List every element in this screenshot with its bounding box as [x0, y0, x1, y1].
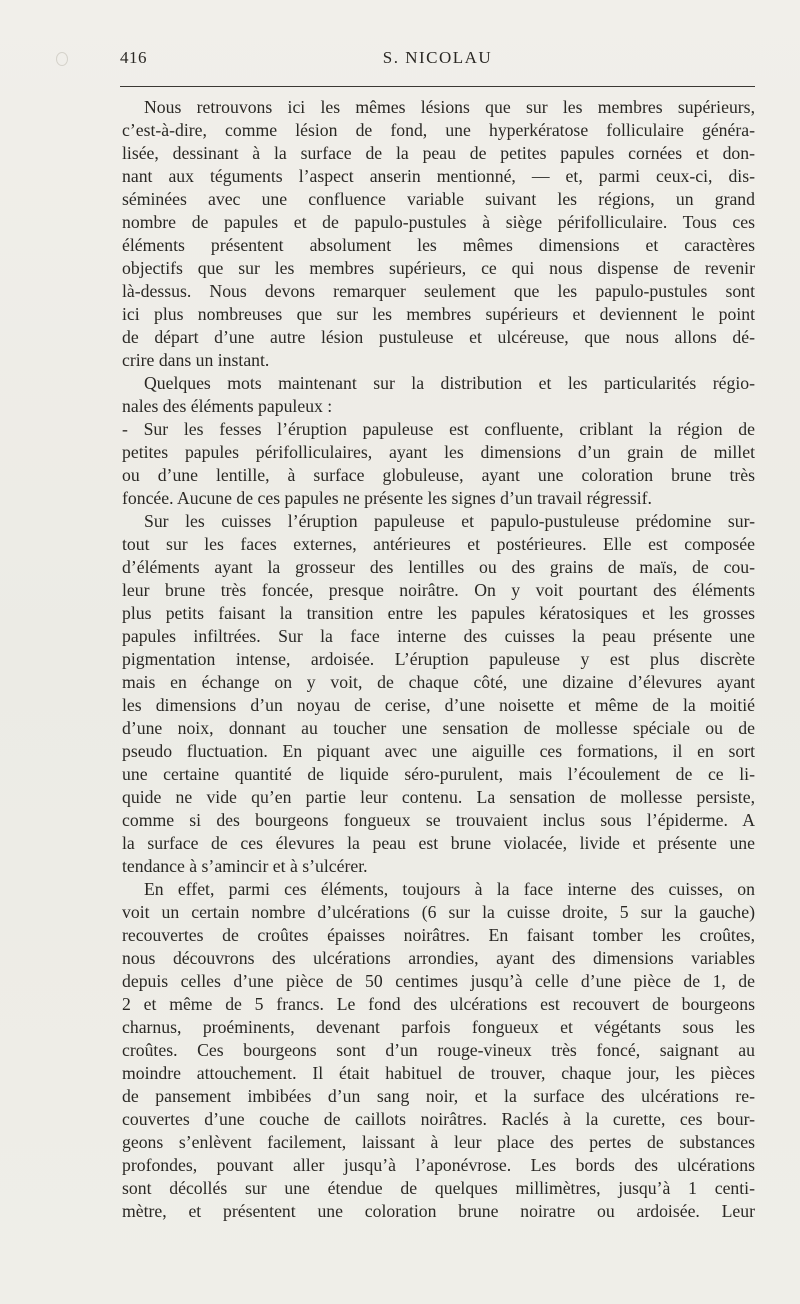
text-line: là-dessus. Nous devons remarquer seulement que les papulo-pustules sont — [122, 281, 755, 301]
text-line: les dimensions d’un noyau de cerise, d’une noisette et même de la moitié — [122, 695, 755, 715]
text-line: plus petits faisant la transition entre les papules kératosiques et les grosses — [122, 603, 755, 623]
text-line: moindre attouchement. Il était habituel de trouver, chaque jour, les pièces — [122, 1063, 755, 1083]
text-line: Quelques mots maintenant sur la distribution et les particularités régio- — [144, 373, 755, 393]
text-line: crire dans un instant. — [122, 350, 270, 370]
text-line: de pansement imbibées d’un sang noir, et la surface des ulcérations re- — [122, 1086, 755, 1106]
text-line: papules infiltrées. Sur la face interne des cuisses la peau présente une — [122, 626, 755, 646]
text-line: d’une noix, donnant au toucher une sensation de mollesse spéciale ou de — [122, 718, 755, 738]
text-line: voit un certain nombre d’ulcérations (6 sur la cuisse droite, 5 sur la gauche) — [122, 902, 755, 922]
text-line: nales des éléments papuleux : — [122, 396, 333, 416]
text-line: comme si des bourgeons fongueux se trouvaient inclus sous l’épiderme. A — [122, 810, 755, 830]
text-line: lisée, dessinant à la surface de la peau de petites papules cornées et don- — [122, 143, 755, 163]
text-line: pseudo fluctuation. En piquant avec une aiguille ces formations, il en sort — [122, 741, 755, 761]
text-line: - Sur les fesses l’éruption papuleuse est confluente, criblant la région de — [122, 419, 755, 439]
text-line: petites papules périfolliculaires, ayant les dimensions d’un grain de millet — [122, 442, 755, 462]
text-line: profondes, pouvant aller jusqu’à l’aponévrose. Les bords des ulcérations — [122, 1155, 755, 1175]
text-line: nant aux téguments l’aspect anserin mentionné, — et, parmi ceux-ci, dis- — [122, 166, 755, 186]
text-line: quide ne vide qu’en partie leur contenu. La sensation de mollesse persiste, — [122, 787, 755, 807]
text-line: nombre de papules et de papulo-pustules à siège périfolliculaire. Tous ces — [122, 212, 755, 232]
text-line: depuis celles d’une pièce de 50 centimes jusqu’à celle d’une pièce de 1, de — [122, 971, 755, 991]
text-line: geons s’enlèvent facilement, laissant à leur place des pertes de substances — [122, 1132, 755, 1152]
text-line: tout sur les faces externes, antérieures et postérieures. Elle est composée — [122, 534, 755, 554]
binding-hole-mark — [56, 52, 68, 66]
text-line: pigmentation intense, ardoisée. L’éruption papuleuse y est plus discrète — [122, 649, 755, 669]
text-line: sont décollés sur une étendue de quelques millimètres, jusqu’à 1 centi- — [122, 1178, 755, 1198]
text-line: Sur les cuisses l’éruption papuleuse et papulo-pustuleuse prédomine sur- — [144, 511, 755, 531]
page-header — [120, 48, 755, 72]
text-line: c’est-à-dire, comme lésion de fond, une hyperkératose folliculaire généra- — [122, 120, 755, 140]
header-rule — [120, 86, 755, 87]
text-line: objectifs que sur les membres supérieurs, ce qui nous dispense de revenir — [122, 258, 755, 278]
text-line: mais en échange on y voit, de chaque côté, une dizaine d’élevures ayant — [122, 672, 755, 692]
page-number: 416 — [120, 48, 147, 67]
text-line: foncée. Aucune de ces papules ne présente les signes d’un travail régressif. — [122, 488, 652, 508]
text-line: tendance à s’amincir et à s’ulcérer. — [122, 856, 368, 876]
text-line: d’éléments ayant la grosseur des lentilles ou des grains de maïs, de cou- — [122, 557, 755, 577]
text-line: 2 et même de 5 francs. Le fond des ulcérations est recouvert de bourgeons — [122, 994, 755, 1014]
text-line: de départ d’une autre lésion pustuleuse et ulcéreuse, que nous allons dé- — [122, 327, 755, 347]
text-line: charnus, proéminents, devenant parfois fongueux et végétants sous les — [122, 1017, 755, 1037]
text-line: la surface de ces élevures la peau est brune violacée, livide et présente une — [122, 833, 755, 853]
text-line: mètre, et présentent une coloration brune noiratre ou ardoisée. Leur — [122, 1201, 755, 1221]
body-text — [122, 96, 755, 1223]
text-line: En effet, parmi ces éléments, toujours à la face interne des cuisses, on — [144, 879, 755, 899]
text-line: leur brune très foncée, presque noirâtre. On y voit pourtant des éléments — [122, 580, 755, 600]
text-line: Nous retrouvons ici les mêmes lésions que sur les membres supérieurs, — [144, 97, 755, 117]
text-line: recouvertes de croûtes épaisses noirâtres. En faisant tomber les croûtes, — [122, 925, 755, 945]
text-line: croûtes. Ces bourgeons sont d’un rouge-vineux très foncé, saignant au — [122, 1040, 755, 1060]
running-head: S. NICOLAU — [382, 48, 493, 67]
text-line: séminées avec une confluence variable suivant les régions, un grand — [122, 189, 755, 209]
text-line: ou d’une lentille, à surface globuleuse, ayant une coloration brune très — [122, 465, 755, 485]
text-line: couvertes d’une couche de caillots noirâtres. Raclés à la curette, ces bour- — [122, 1109, 755, 1129]
text-line: ici plus nombreuses que sur les membres supérieurs et deviennent le point — [122, 304, 755, 324]
text-line: nous découvrons des ulcérations arrondies, ayant des dimensions variables — [122, 948, 755, 968]
text-line: éléments présentent absolument les mêmes dimensions et caractères — [122, 235, 755, 255]
text-line: une certaine quantité de liquide séro-purulent, mais l’écoulement de ce li- — [122, 764, 755, 784]
